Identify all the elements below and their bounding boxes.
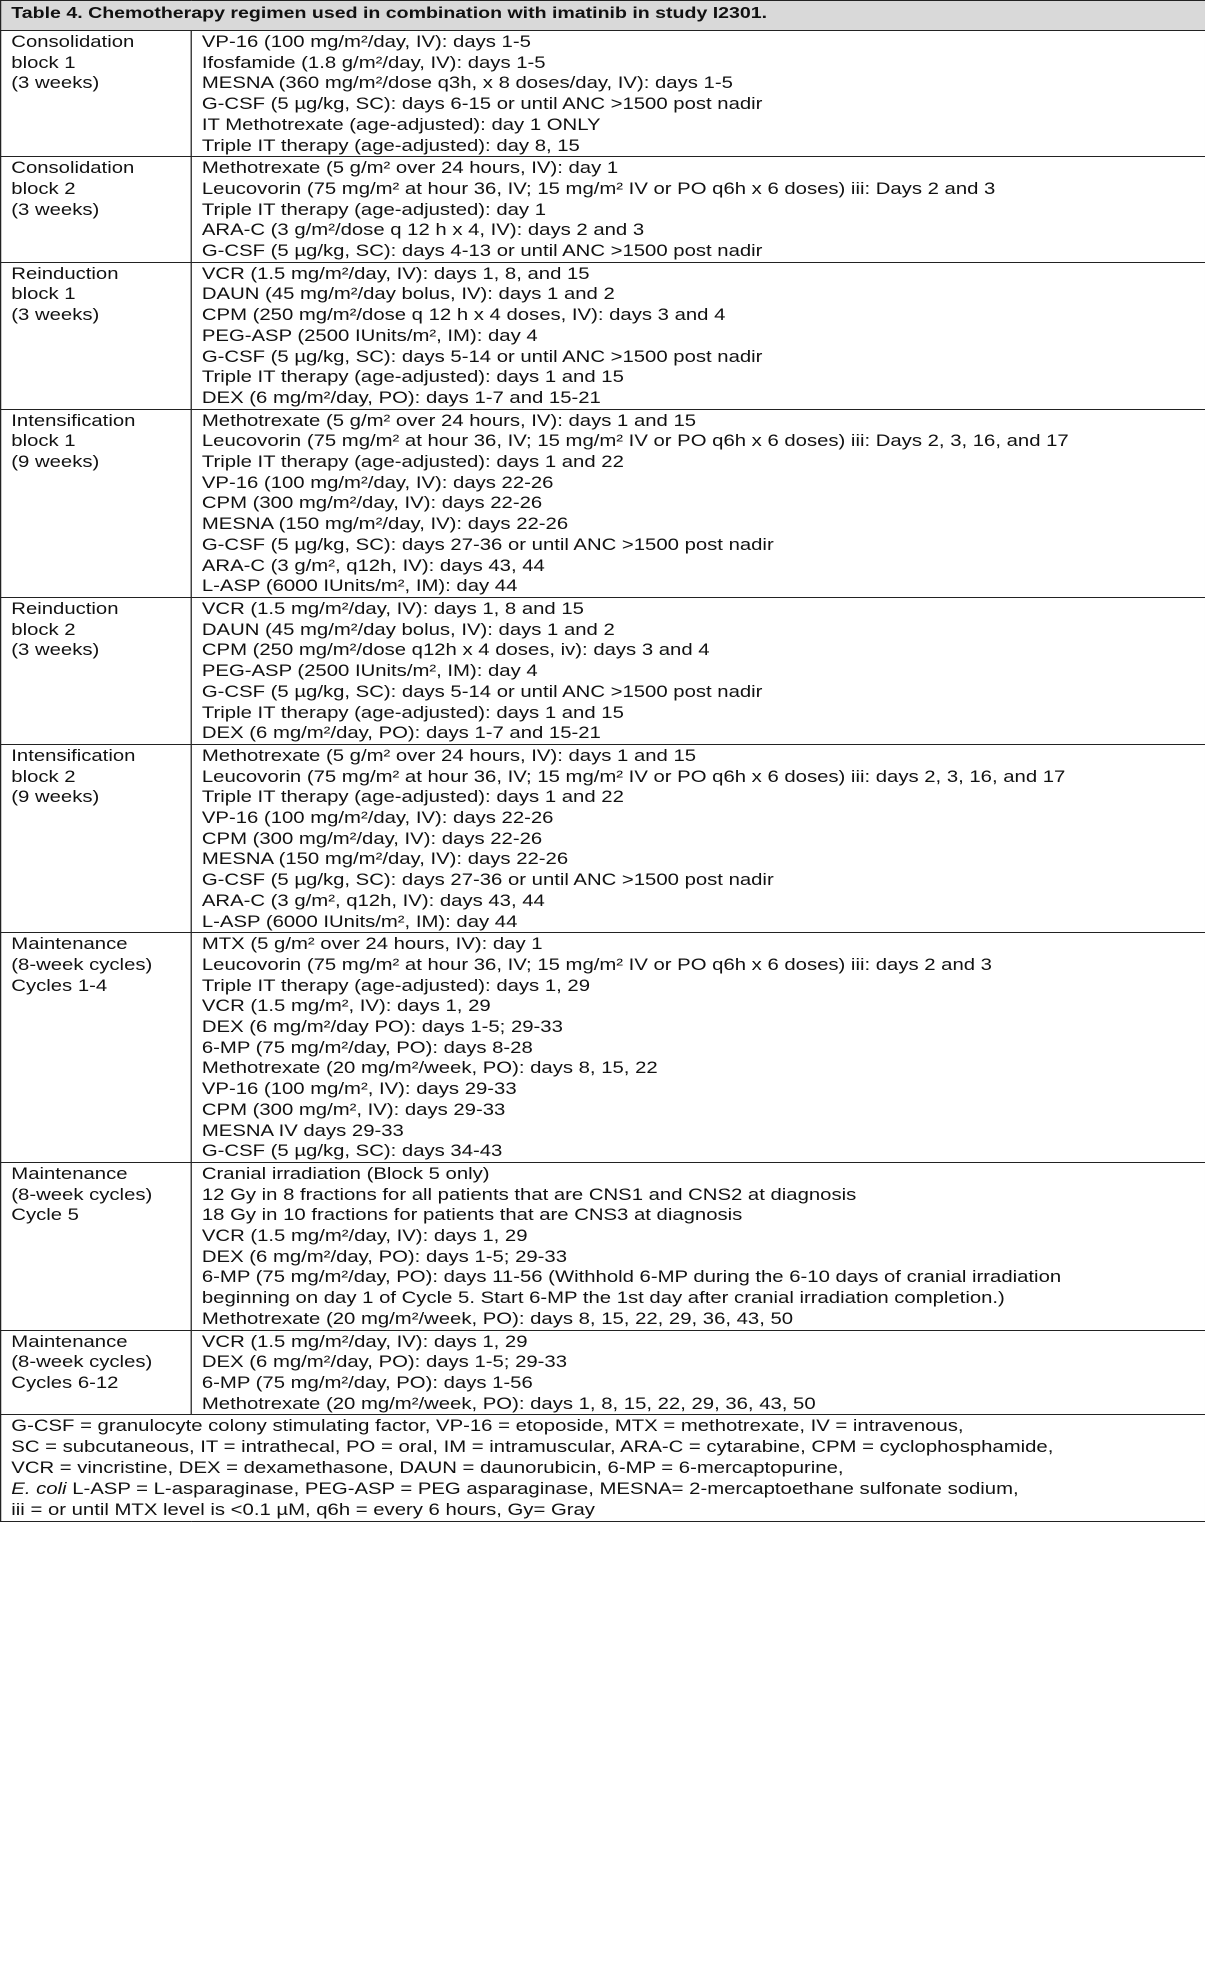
phase-label-line: Reinduction xyxy=(11,599,119,618)
regimen-line: PEG-ASP (2500 IUnits/m², IM): day 4 xyxy=(201,662,538,681)
phase-label-line: Consolidation xyxy=(11,159,135,178)
phase-label-line: (9 weeks) xyxy=(11,788,100,807)
regimen-line: DEX (6 mg/m²/day PO): days 1-5; 29-33 xyxy=(201,1018,563,1037)
regimen-line: 12 Gy in 8 fractions for all patients that are CNS1 and CNS2 at diagnosis xyxy=(201,1185,857,1204)
regimen-line: DEX (6 mg/m²/day, PO): days 1-5; 29-33 xyxy=(201,1247,567,1266)
regimen-line: Methotrexate (5 g/m² over 24 hours, IV): day 1 xyxy=(201,159,619,178)
regimen-line: G-CSF (5 µg/kg, SC): days 6-15 or until ANC >1500 post nadir xyxy=(201,95,763,114)
phase-label-line: (9 weeks) xyxy=(11,453,100,472)
phase-label-cell xyxy=(1,597,192,744)
regimen-line: Triple IT therapy (age-adjusted): days 1 and 15 xyxy=(201,368,624,387)
regimen-line: CPM (250 mg/m²/dose q 12 h x 4 doses, IV): days 3 and 4 xyxy=(201,306,726,325)
regimen-line: Triple IT therapy (age-adjusted): days 1 and 15 xyxy=(201,703,624,722)
regimen-line: Methotrexate (5 g/m² over 24 hours, IV): days 1 and 15 xyxy=(201,746,697,765)
table-body xyxy=(1,31,1205,1415)
phase-label-line: (8-week cycles) xyxy=(11,955,153,974)
regimen-line: ARA-C (3 g/m², q12h, IV): days 43, 44 xyxy=(201,556,545,575)
regimen-line: CPM (300 mg/m²/day, IV): days 22-26 xyxy=(201,829,543,848)
regimen-line: CPM (300 mg/m²/day, IV): days 22-26 xyxy=(201,494,543,513)
regimen-line: Triple IT therapy (age-adjusted): day 8, 15 xyxy=(201,136,580,155)
footnote-line: iii = or until MTX level is <0.1 µM, q6h = every 6 hours, Gy= Gray xyxy=(11,1501,595,1520)
regimen-line: Leucovorin (75 mg/m² at hour 36, IV; 15 mg/m² IV or PO q6h x 6 doses) iii: Days 2, 3, 16, and 17 xyxy=(201,432,1069,451)
phase-label-line: (8-week cycles) xyxy=(11,1185,153,1204)
regimen-line: L-ASP (6000 IUnits/m², IM): day 44 xyxy=(201,912,518,931)
regimen-line: ARA-C (3 g/m², q12h, IV): days 43, 44 xyxy=(201,891,545,910)
table-row xyxy=(1,157,1205,263)
phase-label-line: (3 weeks) xyxy=(11,306,100,325)
regimen-line: Methotrexate (20 mg/m²/week, PO): days 8, 15, 22, 29, 36, 43, 50 xyxy=(201,1309,794,1328)
regimen-line: MESNA (360 mg/m²/dose q3h, x 8 doses/day, IV): days 1-5 xyxy=(201,74,733,93)
phase-label-line: Cycles 6-12 xyxy=(11,1374,119,1392)
table-row xyxy=(1,1162,1205,1330)
phase-label-cell xyxy=(1,1330,192,1415)
regimen-line: CPM (300 mg/m², IV): days 29-33 xyxy=(201,1100,506,1119)
regimen-line: MTX (5 g/m² over 24 hours, IV): day 1 xyxy=(201,935,543,954)
phase-label-line: block 1 xyxy=(11,285,76,304)
regimen-line: MESNA IV days 29-33 xyxy=(201,1121,404,1140)
phase-label-line: Intensification xyxy=(11,746,136,765)
table-row xyxy=(1,933,1205,1163)
table-title: Table 4. Chemotherapy regimen used in combination with imatinib in study I2301. xyxy=(1,1,1205,31)
phase-label-cell xyxy=(1,31,192,157)
regimen-cell xyxy=(191,157,1205,263)
regimen-line: VP-16 (100 mg/m²/day, IV): days 22-26 xyxy=(201,473,554,492)
phase-label-line: (8-week cycles) xyxy=(11,1353,153,1372)
regimen-cell xyxy=(191,262,1205,409)
regimen-cell xyxy=(191,1162,1205,1330)
regimen-line: DEX (6 mg/m²/day, PO): days 1-5; 29-33 xyxy=(201,1353,567,1372)
table-row xyxy=(1,744,1205,932)
regimen-line: VCR (1.5 mg/m²/day, IV): days 1, 29 xyxy=(201,1332,528,1351)
regimen-cell xyxy=(191,409,1205,597)
table-row xyxy=(1,1330,1205,1415)
table-row xyxy=(1,597,1205,744)
regimen-cell xyxy=(191,597,1205,744)
phase-label-line: Maintenance xyxy=(11,1332,128,1351)
footnote-line: SC = subcutaneous, IT = intrathecal, PO = oral, IM = intramuscular, ARA-C = cytarabine, CPM = cyclophosphamide, xyxy=(11,1438,1054,1457)
regimen-line: VCR (1.5 mg/m²/day, IV): days 1, 8 and 15 xyxy=(201,599,584,618)
regimen-line: DEX (6 mg/m²/day, PO): days 1-7 and 15-21 xyxy=(201,724,601,743)
regimen-line: G-CSF (5 µg/kg, SC): days 4-13 or until ANC >1500 post nadir xyxy=(201,242,763,261)
table-title-row xyxy=(1,1,1205,31)
regimen-line: G-CSF (5 µg/kg, SC): days 34-43 xyxy=(201,1142,503,1161)
phase-label-cell xyxy=(1,744,192,932)
regimen-line: DAUN (45 mg/m²/day bolus, IV): days 1 and 2 xyxy=(201,285,615,304)
phase-label-line: Consolidation xyxy=(11,33,135,51)
regimen-line: MESNA (150 mg/m²/day, IV): days 22-26 xyxy=(201,850,569,869)
regimen-line: Cranial irradiation (Block 5 only) xyxy=(201,1164,490,1183)
regimen-cell xyxy=(191,933,1205,1163)
footnote-line-rest: L-ASP = L-asparaginase, PEG-ASP = PEG asparaginase, MESNA= 2-mercaptoethane sulfonate sodium, xyxy=(66,1480,1019,1499)
footnote-line xyxy=(11,1479,1205,1500)
regimen-line: IT Methotrexate (age-adjusted): day 1 ONLY xyxy=(201,115,601,134)
regimen-line: Triple IT therapy (age-adjusted): days 1, 29 xyxy=(201,976,590,995)
regimen-line: G-CSF (5 µg/kg, SC): days 5-14 or until ANC >1500 post nadir xyxy=(201,682,763,701)
phase-label-line: (3 weeks) xyxy=(11,641,100,660)
phase-label-cell xyxy=(1,409,192,597)
regimen-line: VP-16 (100 mg/m²/day, IV): days 1-5 xyxy=(201,33,531,51)
regimen-line: beginning on day 1 of Cycle 5. Start 6-MP the 1st day after cranial irradiation completion.) xyxy=(201,1289,1005,1308)
regimen-cell xyxy=(191,31,1205,157)
footnote-row xyxy=(1,1415,1205,1522)
regimen-line: CPM (250 mg/m²/dose q12h x 4 doses, iv): days 3 and 4 xyxy=(201,641,710,660)
phase-label-cell xyxy=(1,262,192,409)
regimen-line: 6-MP (75 mg/m²/day, PO): days 11-56 (Withhold 6-MP during the 6-10 days of cranial irradiation xyxy=(201,1268,1062,1287)
regimen-line: VCR (1.5 mg/m²/day, IV): days 1, 29 xyxy=(201,1227,528,1246)
regimen-line: G-CSF (5 µg/kg, SC): days 5-14 or until ANC >1500 post nadir xyxy=(201,347,763,366)
regimen-line: ARA-C (3 g/m²/dose q 12 h x 4, IV): days 2 and 3 xyxy=(201,221,645,240)
regimen-line: VP-16 (100 mg/m², IV): days 29-33 xyxy=(201,1080,517,1099)
regimen-line: VCR (1.5 mg/m²/day, IV): days 1, 8, and 15 xyxy=(201,264,590,283)
footnote-line: VCR = vincristine, DEX = dexamethasone, DAUN = daunorubicin, 6-MP = 6-mercaptopurine, xyxy=(11,1459,844,1478)
regimen-line: VCR (1.5 mg/m², IV): days 1, 29 xyxy=(201,997,491,1016)
regimen-line: Leucovorin (75 mg/m² at hour 36, IV; 15 mg/m² IV or PO q6h x 6 doses) iii: days 2, 3, 16, and 17 xyxy=(201,767,1066,786)
regimen-line: Leucovorin (75 mg/m² at hour 36, IV; 15 mg/m² IV or PO q6h x 6 doses) iii: Days 2 and 3 xyxy=(201,179,996,198)
regimen-line: G-CSF (5 µg/kg, SC): days 27-36 or until ANC >1500 post nadir xyxy=(201,871,774,890)
regimen-line: Triple IT therapy (age-adjusted): days 1 and 22 xyxy=(201,453,624,472)
phase-label-line: (3 weeks) xyxy=(11,74,100,93)
phase-label-cell xyxy=(1,933,192,1163)
regimen-line: Methotrexate (20 mg/m²/week, PO): days 8, 15, 22 xyxy=(201,1059,658,1078)
table-row xyxy=(1,409,1205,597)
regimen-line: G-CSF (5 µg/kg, SC): days 27-36 or until ANC >1500 post nadir xyxy=(201,535,774,554)
regimen-line: DAUN (45 mg/m²/day bolus, IV): days 1 and 2 xyxy=(201,620,615,639)
phase-label-line: Maintenance xyxy=(11,1164,128,1183)
regimen-cell xyxy=(191,1330,1205,1415)
phase-label-line: Intensification xyxy=(11,411,136,430)
phase-label-line: block 2 xyxy=(11,179,76,198)
phase-label-cell xyxy=(1,157,192,263)
regimen-line: Methotrexate (20 mg/m²/week, PO): days 1, 8, 15, 22, 29, 36, 43, 50 xyxy=(201,1394,816,1413)
regimen-line: MESNA (150 mg/m²/day, IV): days 22-26 xyxy=(201,515,569,534)
footnote-line: G-CSF = granulocyte colony stimulating factor, VP-16 = etoposide, MTX = methotrexate, IV = intravenous, xyxy=(11,1417,964,1436)
regimen-line: DEX (6 mg/m²/day, PO): days 1-7 and 15-21 xyxy=(201,388,601,407)
regimen-line: Ifosfamide (1.8 g/m²/day, IV): days 1-5 xyxy=(201,53,546,72)
regimen-line: Methotrexate (5 g/m² over 24 hours, IV): days 1 and 15 xyxy=(201,411,697,430)
phase-label-line: Reinduction xyxy=(11,264,119,283)
regimen-line: Triple IT therapy (age-adjusted): day 1 xyxy=(201,200,546,219)
regimen-cell xyxy=(191,744,1205,932)
phase-label-cell xyxy=(1,1162,192,1330)
table-row xyxy=(1,31,1205,157)
regimen-line: Leucovorin (75 mg/m² at hour 36, IV; 15 mg/m² IV or PO q6h x 6 doses) iii: days 2 and 3 xyxy=(201,955,992,974)
phase-label-line: Maintenance xyxy=(11,935,128,954)
table-row xyxy=(1,262,1205,409)
phase-label-line: block 2 xyxy=(11,620,76,639)
phase-label-line: block 1 xyxy=(11,432,76,451)
regimen-line: 6-MP (75 mg/m²/day, PO): days 8-28 xyxy=(201,1038,533,1057)
regimen-line: 18 Gy in 10 fractions for patients that are CNS3 at diagnosis xyxy=(201,1206,743,1225)
footnote xyxy=(1,1415,1205,1522)
phase-label-line: block 2 xyxy=(11,767,76,786)
regimen-line: Triple IT therapy (age-adjusted): days 1 and 22 xyxy=(201,788,624,807)
regimen-line: PEG-ASP (2500 IUnits/m², IM): day 4 xyxy=(201,326,538,345)
phase-label-line: Cycles 1-4 xyxy=(11,976,108,995)
phase-label-line: (3 weeks) xyxy=(11,200,100,219)
phase-label-line: Cycle 5 xyxy=(11,1206,79,1225)
regimen-line: VP-16 (100 mg/m²/day, IV): days 22-26 xyxy=(201,809,554,828)
regimen-line: 6-MP (75 mg/m²/day, PO): days 1-56 xyxy=(201,1374,533,1392)
regimen-line: L-ASP (6000 IUnits/m², IM): day 44 xyxy=(201,577,518,596)
footnote-italic-term: E. coli xyxy=(11,1480,67,1499)
phase-label-line: block 1 xyxy=(11,53,76,72)
